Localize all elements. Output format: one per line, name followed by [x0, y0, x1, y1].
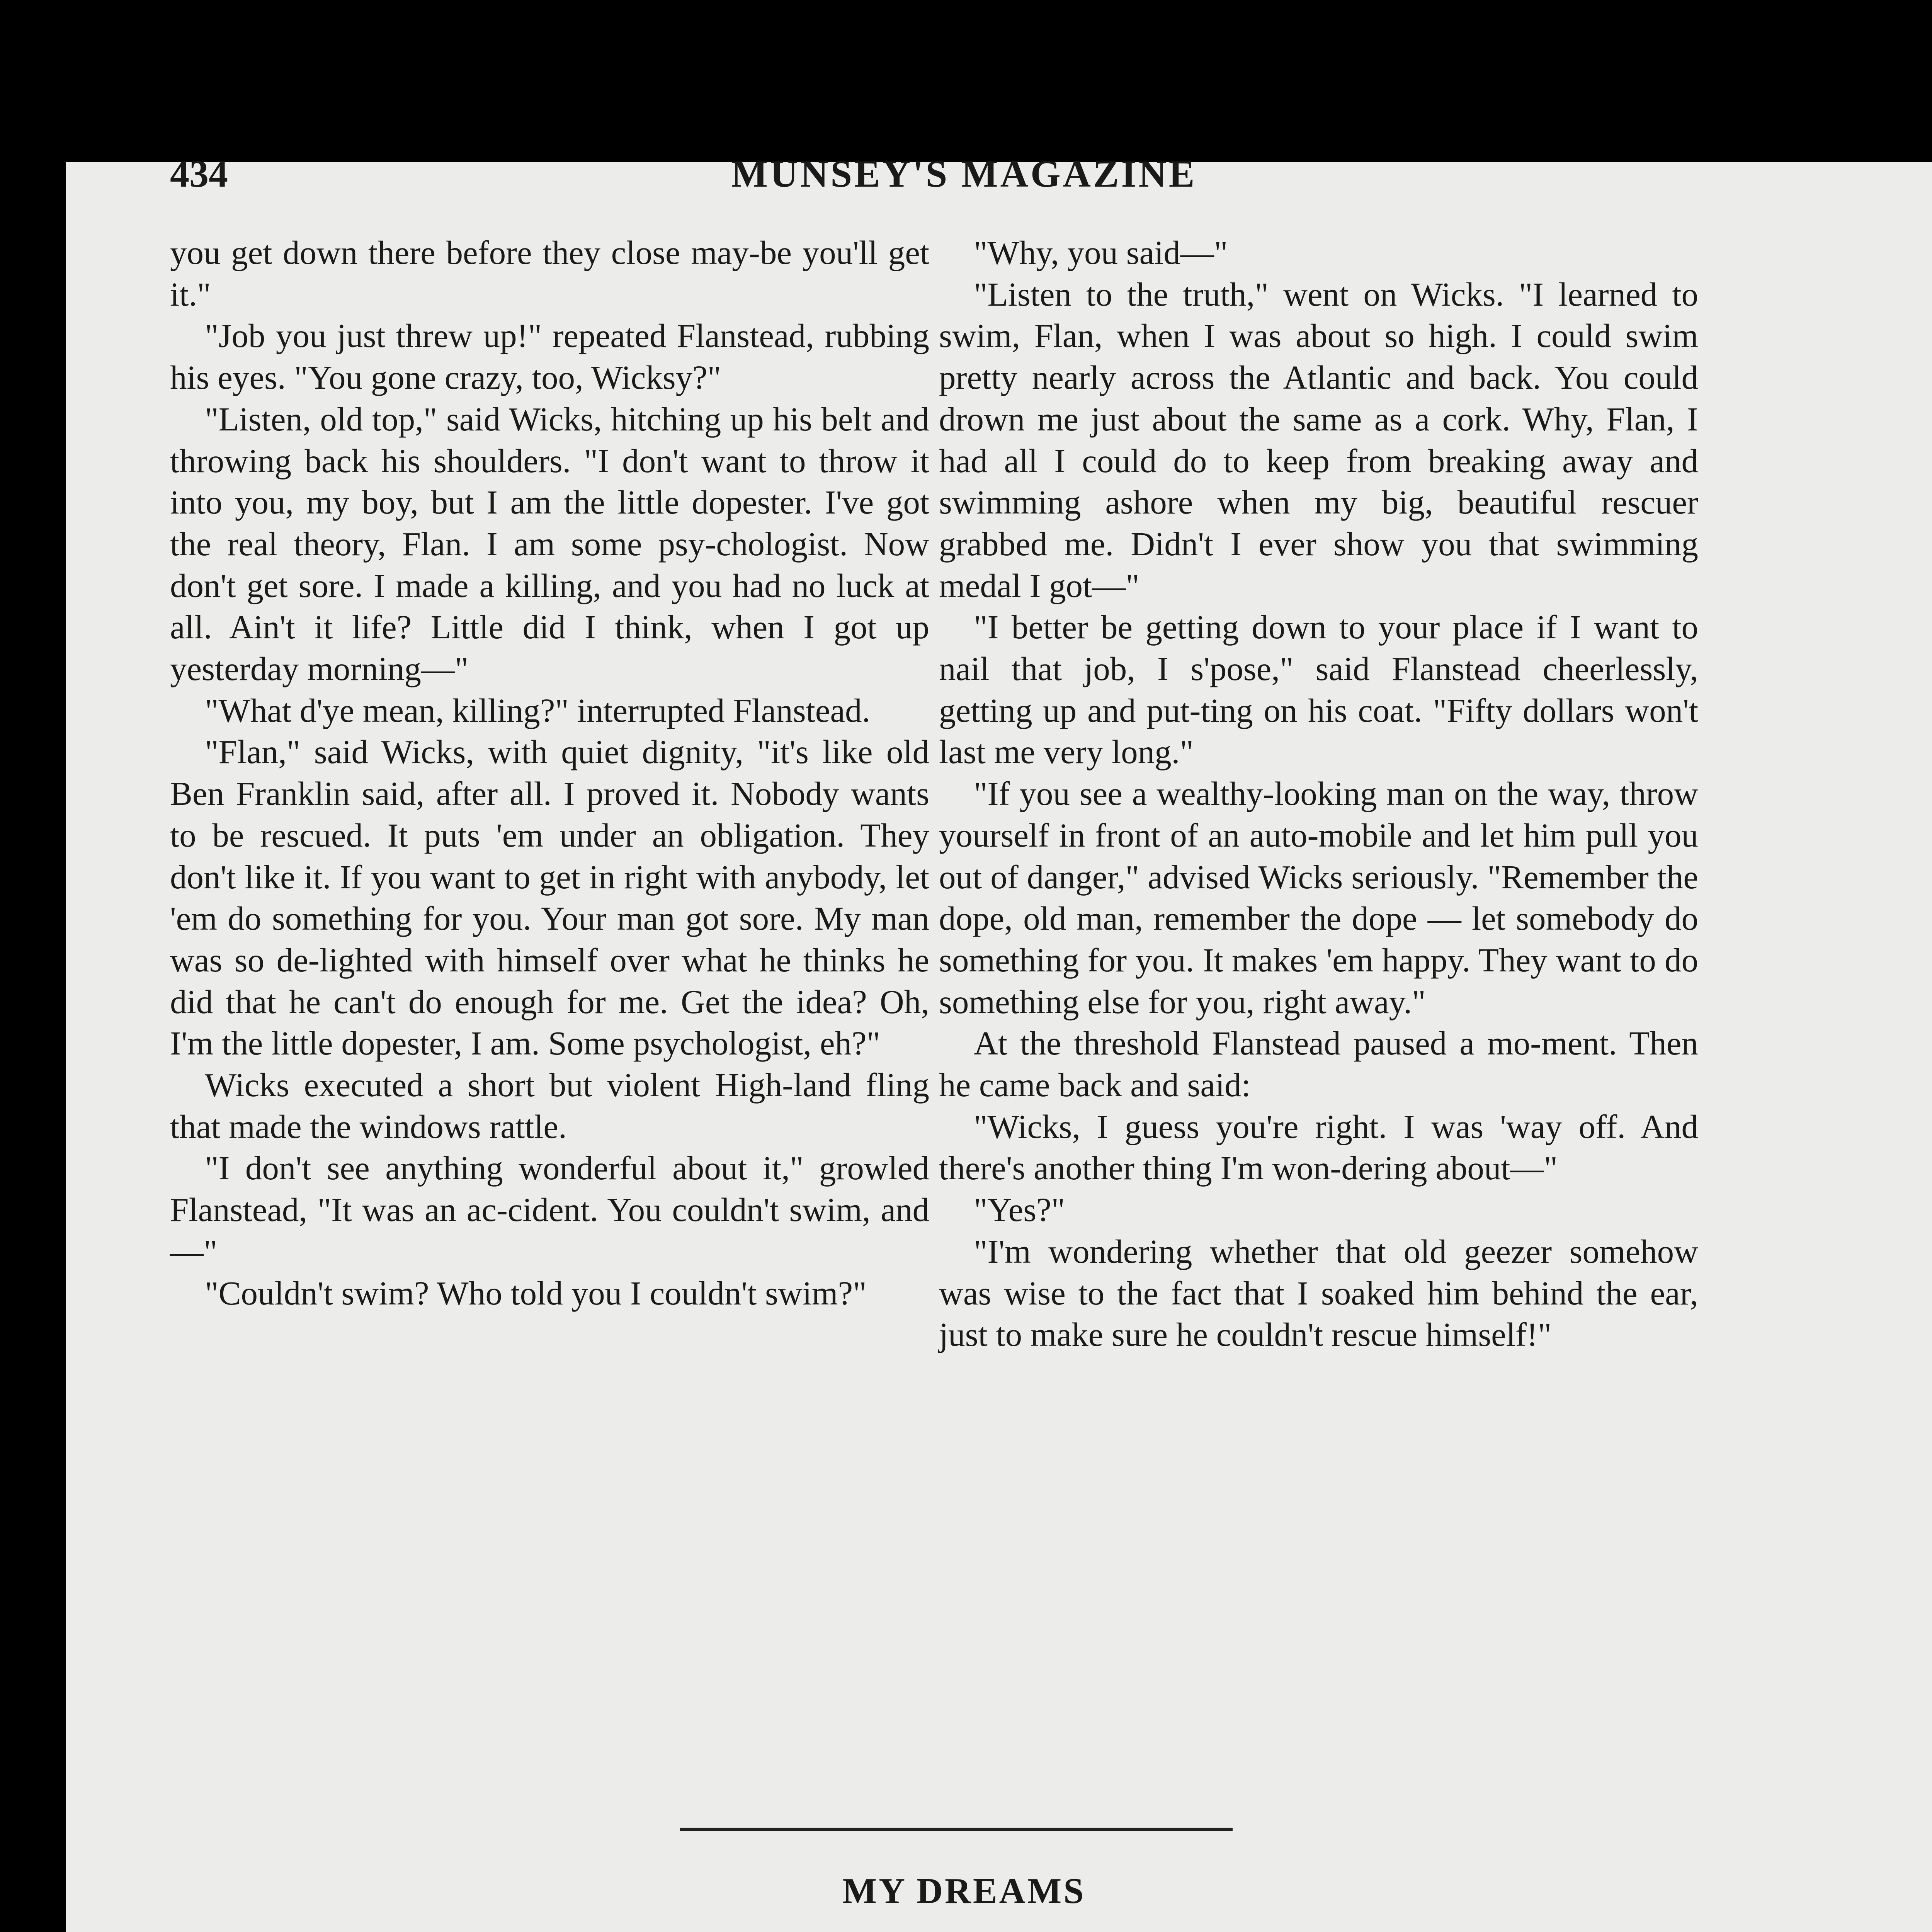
paragraph: "What d'ye mean, killing?" interrupted Flanstead. [205, 691, 871, 729]
page-header [170, 143, 1758, 205]
paragraph: "Job you just threw up!" repeated Flanstead, rubbing his eyes. "You gone crazy, too, Wicksy?" [170, 317, 929, 396]
running-head: MUNSEY'S MAGAZINE [731, 152, 1197, 195]
paragraph: "I don't see anything wonderful about it," growled Flanstead, "It was an ac-cident. You couldn't swim, and—" [170, 1149, 929, 1270]
right-column [939, 232, 1698, 1355]
paragraph: "Why, you said—" [974, 234, 1228, 271]
paragraph: "Couldn't swim? Who told you I couldn't swim?" [205, 1274, 867, 1312]
paragraph: "Flan," said Wicks, with quiet dignity, "it's like old Ben Franklin said, after all. I proved it. Nobody wants to be rescued. It puts 'em under an obligation. They don't like it. If you want to get in right with anybody, let 'em do something for you. Your man got sore. My man was so de-lighted with himself over what he thinks he did that he can't do enough for me. Get the idea? Oh, I'm the little dopester, I am. Some psychologist, eh?" [170, 733, 929, 1062]
paragraph: "I better be getting down to your place if I want to nail that job, I s'pose," said Flanstead cheerlessly, getting up and put-ting on his coat. "Fifty dollars won't last me very long." [939, 608, 1698, 771]
paragraph: "If you see a wealthy-looking man on the way, throw yourself in front of an auto-mobile and let him pull you out of danger," advised Wicks seriously. "Remember the dope, old man, remember the dope — let somebody do something for you. It makes 'em happy. They want to do something else for you, right away." [939, 775, 1698, 1020]
left-column [170, 232, 929, 1314]
paragraph: "Listen to the truth," went on Wicks. "I learned to swim, Flan, when I was about so high. I could swim pretty nearly across the Atlantic and back. You could drown me just about the same as a cork. Why, Flan, I had all I could do to keep from breaking away and swimming ashore when my big, beautiful rescuer grabbed me. Didn't I ever show you that swimming medal I got—" [939, 275, 1698, 604]
paragraph: "Wicks, I guess you're right. I was 'way off. And there's another thing I'm won-dering about—" [939, 1107, 1698, 1187]
paragraph: "Listen, old top," said Wicks, hitching up his belt and throwing back his shoulders. "I don't want to throw it into you, my boy, but I am the little dopester. I've got the real theory, Flan. I am some psy-chologist. Now don't get sore. I made a killing, and you had no luck at all. Ain't it life? Little did I think, when I got up yesterday morning—" [170, 400, 929, 688]
paragraph: you get down there before they close may-be you'll get it." [170, 234, 929, 313]
paragraph: Wicks executed a short but violent High-land fling that made the windows rattle. [170, 1066, 929, 1145]
section-divider [680, 1828, 1233, 1831]
page-number: 434 [170, 152, 228, 195]
paragraph: At the threshold Flanstead paused a mo-ment. Then he came back and said: [939, 1024, 1698, 1104]
paragraph: "Yes?" [974, 1191, 1065, 1229]
paragraph: "I'm wondering whether that old geezer somehow was wise to the fact that I soaked him behind the ear, just to make sure he couldn't rescue himself!" [939, 1232, 1698, 1354]
poem-title: MY DREAMS [842, 1871, 1086, 1911]
